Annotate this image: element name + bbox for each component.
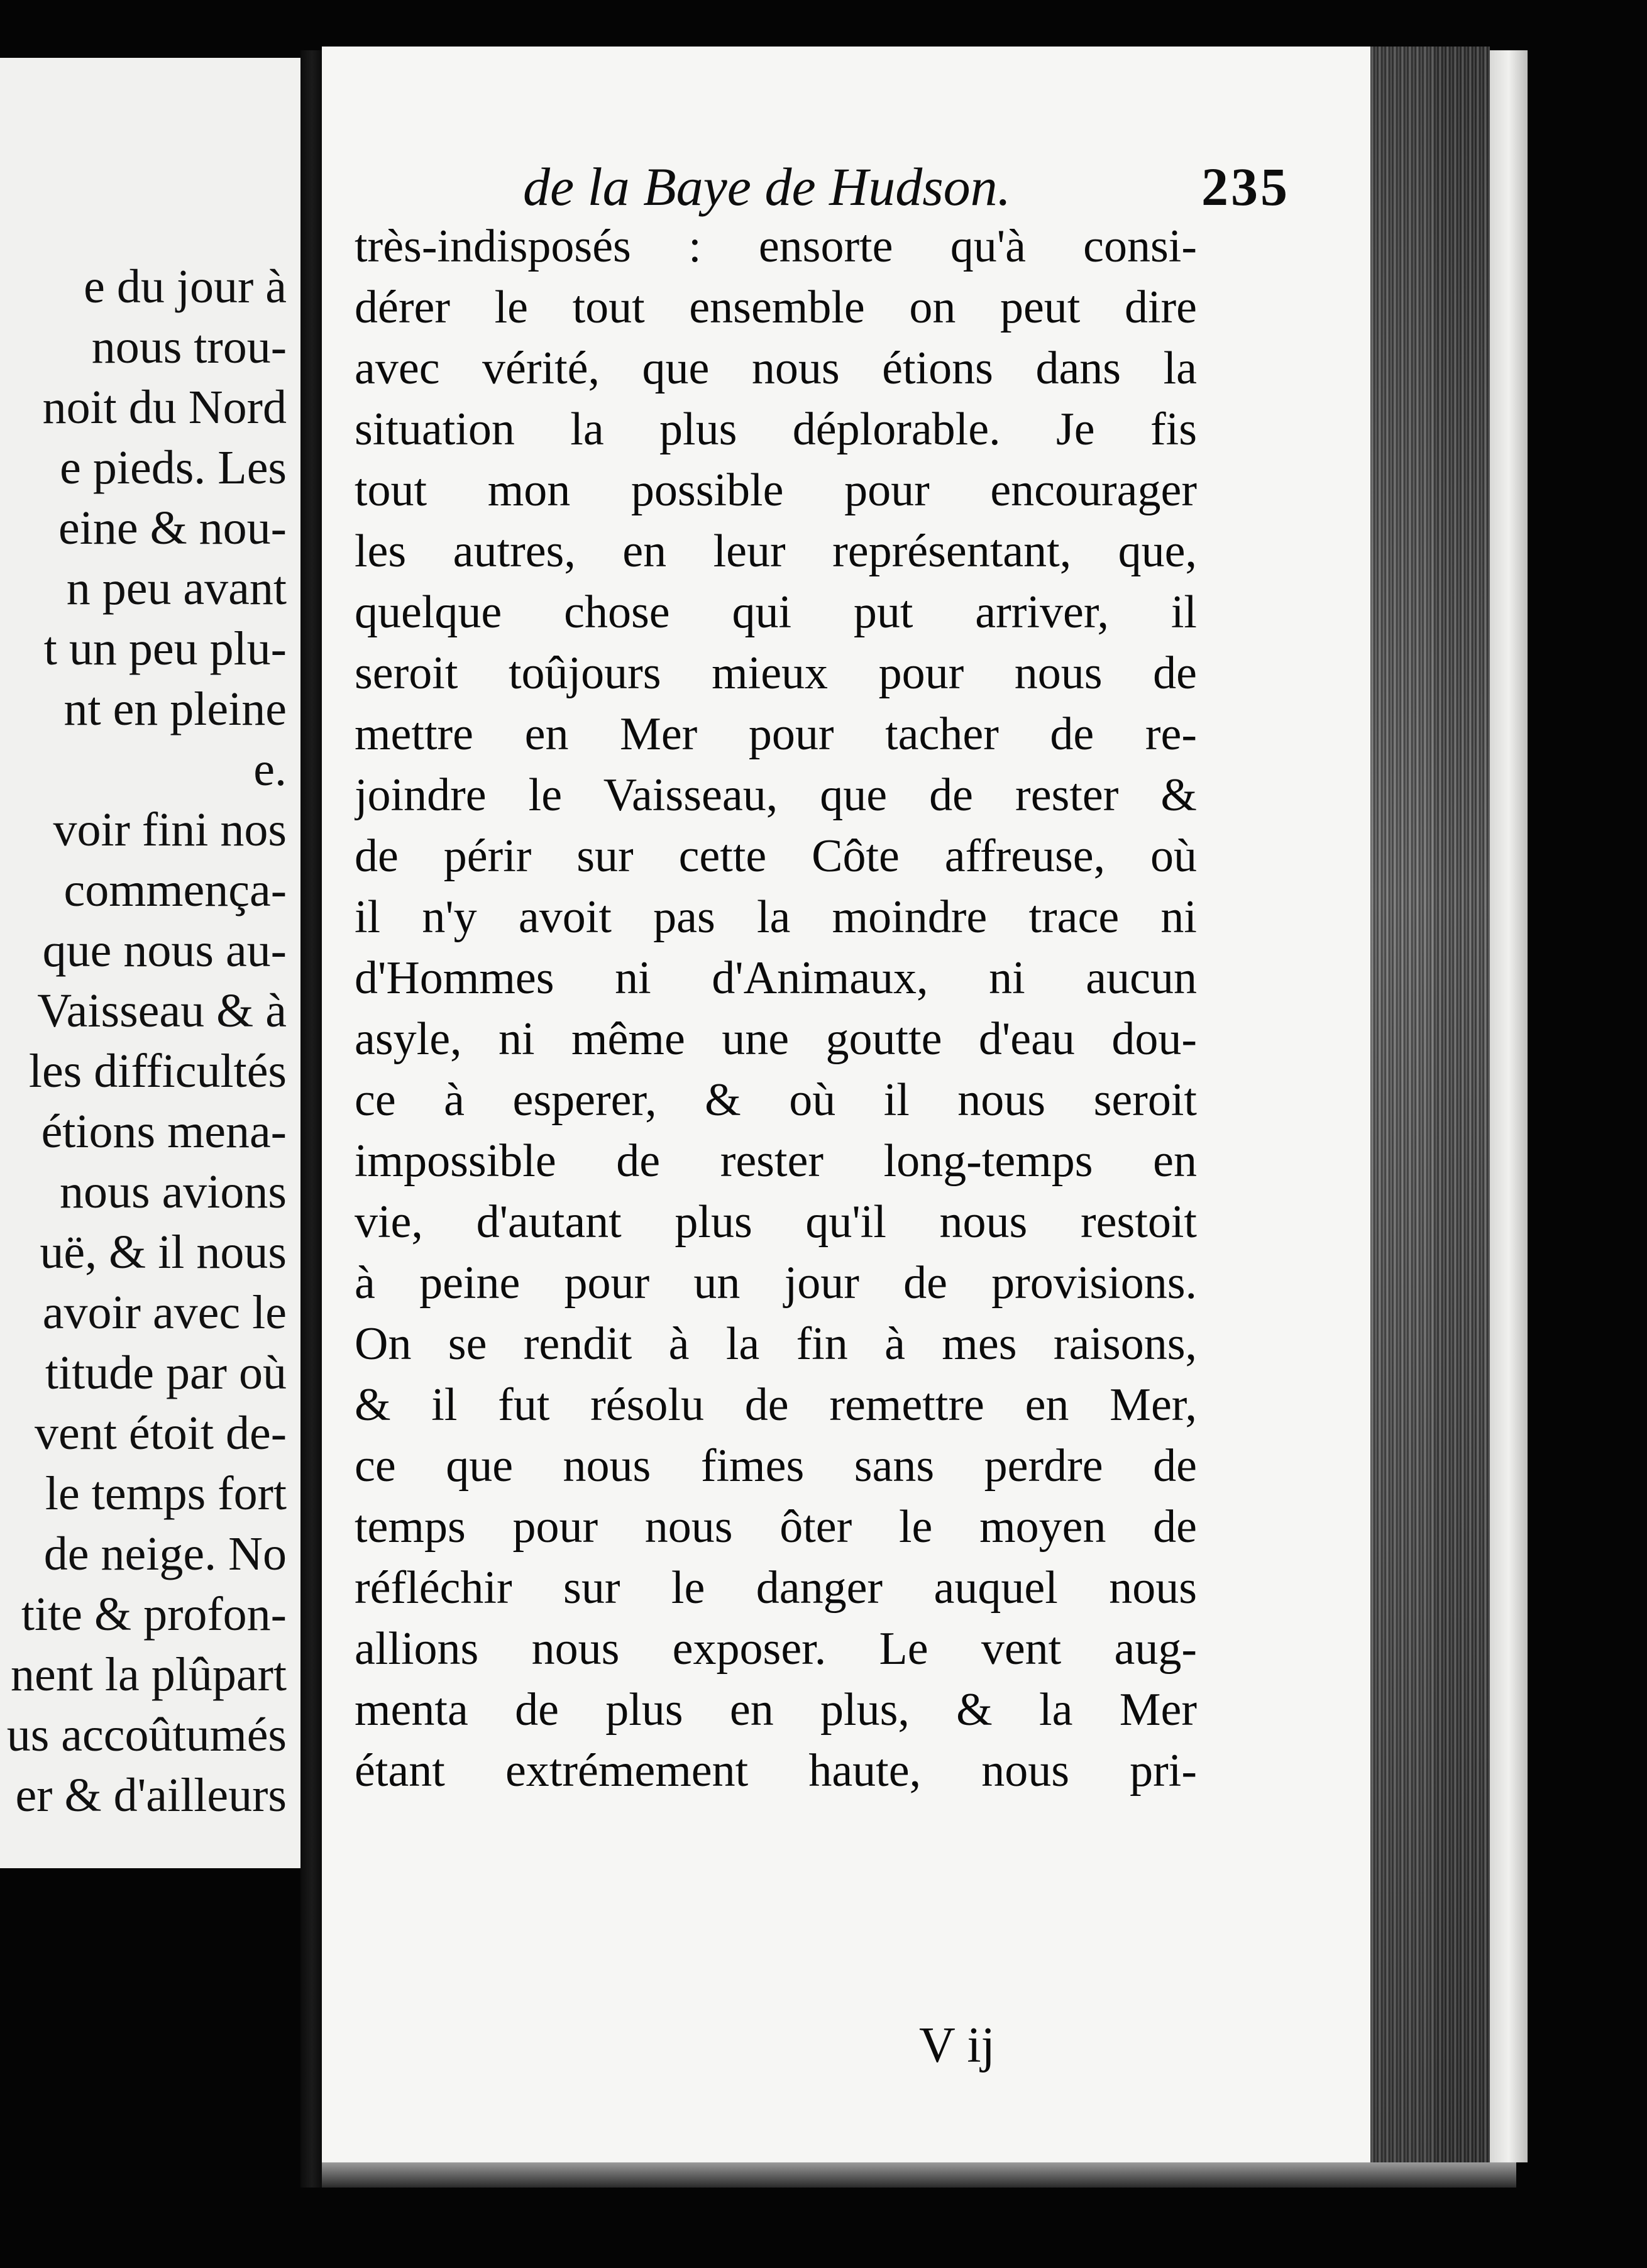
text-line: il n'y avoit pas la moindre trace ni xyxy=(355,891,1197,943)
running-title: de la Baye de Hudson. xyxy=(523,157,1011,217)
facing-text-line: eine & nou- xyxy=(58,502,287,554)
facing-text-line: nt en pleine xyxy=(63,683,287,735)
page-right xyxy=(322,47,1435,2171)
text-line: allions nous exposer. Le vent aug- xyxy=(355,1623,1197,1675)
facing-text-line: uë, & il nous xyxy=(40,1226,287,1279)
facing-text-line: commença- xyxy=(63,864,287,917)
facing-text-line: er & d'ailleurs xyxy=(15,1769,287,1822)
facing-text-line: us accoûtumés xyxy=(6,1709,287,1761)
facing-text-line: e du jour à xyxy=(84,260,287,313)
facing-text-line: t un peu plu- xyxy=(43,622,287,675)
text-line: ce que nous fimes sans perdre de xyxy=(355,1440,1197,1492)
facing-text-line: e. xyxy=(253,743,287,796)
facing-text-line: nous avions xyxy=(60,1165,287,1218)
facing-text-line: Vaisseau & à xyxy=(37,984,287,1037)
facing-text-line: e pieds. Les xyxy=(60,441,287,494)
text-line: d'Hommes ni d'Animaux, ni aucun xyxy=(355,952,1197,1004)
text-line: étant extrémement haute, nous pri- xyxy=(355,1745,1197,1797)
page-bottom-edge xyxy=(322,2162,1516,2188)
text-line: asyle, ni même une goutte d'eau dou- xyxy=(355,1013,1197,1065)
text-line: très-indisposés : ensorte qu'à consi- xyxy=(355,221,1197,272)
facing-text-line: n peu avant xyxy=(66,562,287,615)
text-line: à peine pour un jour de provisions. xyxy=(355,1257,1197,1309)
facing-text-line: que nous au- xyxy=(42,924,287,977)
text-line: joindre le Vaisseau, que de rester & xyxy=(355,769,1197,821)
text-line: mettre en Mer pour tacher de re- xyxy=(355,708,1197,760)
body-text xyxy=(355,216,1197,1802)
facing-text-line: avoir avec le xyxy=(42,1286,287,1339)
text-line: On se rendit à la fin à mes raisons, xyxy=(355,1318,1197,1370)
facing-text-line: étions mena- xyxy=(41,1105,287,1158)
text-line: temps pour nous ôter le moyen de xyxy=(355,1501,1197,1553)
text-line: vie, d'autant plus qu'il nous restoit xyxy=(355,1196,1197,1248)
text-line: quelque chose qui put arriver, il xyxy=(355,586,1197,638)
facing-text-line: voir fini nos xyxy=(53,803,287,856)
text-line: de périr sur cette Côte affreuse, où xyxy=(355,830,1197,882)
facing-page-left xyxy=(0,58,300,1868)
fore-edge-shading xyxy=(1370,47,1490,2171)
text-line: & il fut résolu de remettre en Mer, xyxy=(355,1379,1197,1431)
facing-text-line: noit du Nord xyxy=(42,381,287,434)
page-number: 235 xyxy=(1201,157,1290,217)
text-line: les autres, en leur représentant, que, xyxy=(355,526,1197,577)
facing-text-line: nous trou- xyxy=(91,321,287,373)
text-line: avec vérité, que nous étions dans la xyxy=(355,343,1197,394)
signature-mark: V ij xyxy=(919,2018,995,2073)
facing-page-text xyxy=(0,256,287,1825)
facing-text-line: de neige. No xyxy=(43,1528,287,1580)
text-line: ce à esperer, & où il nous seroit xyxy=(355,1074,1197,1126)
text-line: tout mon possible pour encourager xyxy=(355,465,1197,516)
facing-text-line: titude par où xyxy=(45,1346,287,1399)
text-line: menta de plus en plus, & la Mer xyxy=(355,1684,1197,1736)
text-line: dérer le tout ensemble on peut dire xyxy=(355,282,1197,333)
book-gutter xyxy=(300,50,323,2188)
running-head xyxy=(492,152,1347,221)
text-line: situation la plus déplorable. Je fis xyxy=(355,404,1197,455)
facing-text-line: tite & profon- xyxy=(21,1588,287,1641)
facing-text-line: les difficultés xyxy=(28,1045,287,1098)
facing-text-line: nent la plûpart xyxy=(11,1648,287,1701)
text-line: réfléchir sur le danger auquel nous xyxy=(355,1562,1197,1614)
cover-edge xyxy=(1490,50,1528,2162)
text-line: impossible de rester long-temps en xyxy=(355,1135,1197,1187)
text-line: seroit toûjours mieux pour nous de xyxy=(355,647,1197,699)
facing-text-line: vent étoit de- xyxy=(35,1407,287,1460)
facing-text-line: le temps fort xyxy=(45,1467,287,1520)
